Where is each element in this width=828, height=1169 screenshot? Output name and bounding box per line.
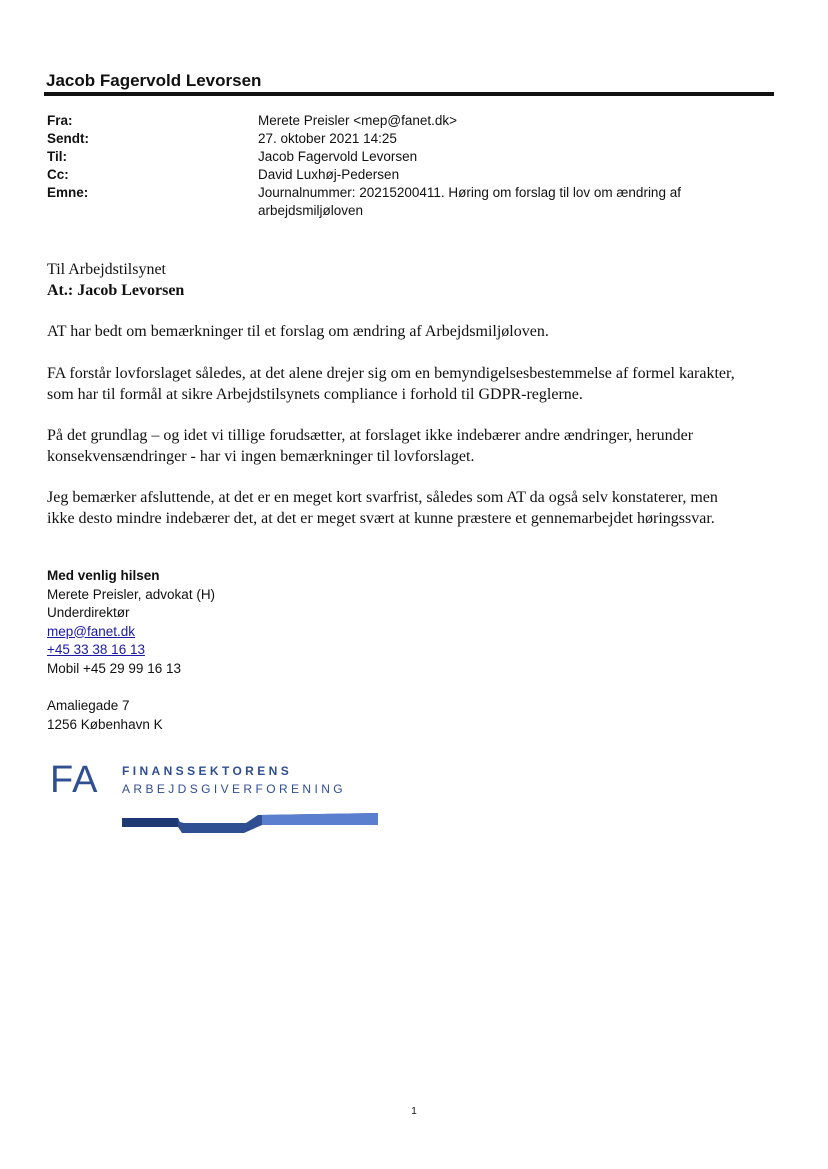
- header-divider: [44, 92, 774, 96]
- paragraph-1-text: AT har bedt om bemærkninger til et forslag om ændring af Arbejdsmiljøloven.: [47, 323, 549, 340]
- paragraph-4: [47, 487, 787, 529]
- fa-logo-swoosh-icon: [122, 811, 380, 835]
- paragraph-4-line2: ikke desto mindre indebærer det, at det er meget svært at kunne præstere et gennemarbejdet høringssvar.: [47, 510, 715, 527]
- paragraph-2-line1: FA forstår lovforslaget således, at det alene drejer sig om en bemyndigelsesbestemmelse af formel karakter,: [47, 365, 735, 382]
- paragraph-3: [47, 425, 787, 467]
- to-label: Til:: [47, 149, 67, 164]
- address-city: 1256 København K: [47, 716, 163, 732]
- cc-label: Cc:: [47, 167, 69, 182]
- subject-value-line1: Journalnummer: 20215200411. Høring om forslag til lov om ændring af: [258, 185, 681, 200]
- mailbox-owner-name: Jacob Fagervold Levorsen: [46, 71, 262, 90]
- subject-label: Emne:: [47, 185, 89, 200]
- signature-title: Underdirektør: [47, 605, 130, 620]
- signature-block: [47, 567, 215, 678]
- paragraph-2-line2: som har til formål at sikre Arbejdstilsynets compliance i forhold til GDPR-reglerne.: [47, 386, 583, 403]
- signature-name: Merete Preisler, advokat (H): [47, 586, 216, 602]
- salutation: [47, 259, 787, 301]
- signature-closing: Med venlig hilsen: [47, 568, 160, 583]
- address-street: Amaliegade 7: [47, 698, 130, 713]
- subject-value-line2: arbejdsmiljøloven: [258, 203, 364, 218]
- cc-value: David Luxhøj-Pedersen: [258, 167, 400, 182]
- paragraph-3-line2: konsekvensændringer - har vi ingen bemærkninger til lovforslaget.: [47, 448, 475, 465]
- fa-logo-initials: FA: [50, 759, 99, 801]
- attention-line: At.: Jacob Levorsen: [47, 282, 185, 299]
- fa-logo-line2: ARBEJDSGIVERFORENING: [122, 782, 347, 796]
- to-value: Jacob Fagervold Levorsen: [258, 149, 418, 164]
- sent-value: 27. oktober 2021 14:25: [258, 131, 397, 146]
- paragraph-2: [47, 363, 787, 405]
- signature-mobile: Mobil +45 29 99 16 13: [47, 660, 181, 676]
- page-number: 1: [411, 1106, 417, 1117]
- sent-label: Sendt:: [47, 131, 89, 146]
- paragraph-3-line1: På det grundlag – og idet vi tillige forudsætter, at forslaget ikke indebærer andre ændringer, herunder: [47, 427, 694, 444]
- from-value: Merete Preisler <mep@fanet.dk>: [258, 113, 458, 128]
- fa-logo-line1: FINANSSEKTORENS: [122, 764, 293, 778]
- signature-email-link[interactable]: mep@fanet.dk: [47, 623, 136, 639]
- paragraph-1: [47, 321, 787, 342]
- signature-phone-link[interactable]: +45 33 38 16 13: [47, 642, 145, 657]
- paragraph-4-line1: Jeg bemærker afsluttende, at det er en meget kort svarfrist, således som AT da også selv konstaterer, men: [47, 489, 718, 506]
- salutation-text: Til Arbejdstilsynet: [47, 261, 166, 278]
- address-block: [47, 697, 163, 734]
- from-label: Fra:: [47, 113, 73, 128]
